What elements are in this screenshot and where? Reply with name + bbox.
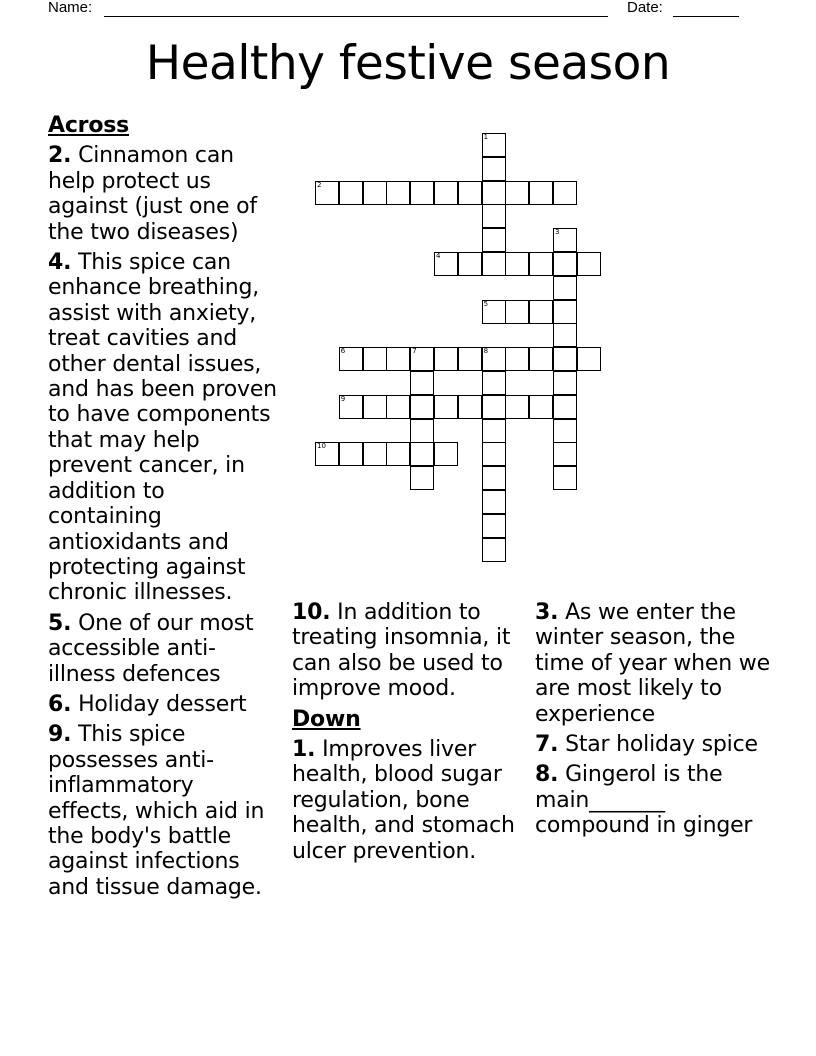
grid-cell[interactable] [386,347,410,371]
grid-cell[interactable] [529,395,553,419]
cell-number: 10 [317,442,326,451]
grid-cell[interactable] [553,181,577,205]
grid-cell[interactable] [434,395,458,419]
grid-cell[interactable] [553,300,577,324]
puzzle-title: Healthy festive season [145,36,671,91]
grid-cell[interactable] [434,181,458,205]
date-field[interactable] [673,16,739,17]
cell-number: 5 [483,299,489,308]
grid-cell[interactable] [410,181,434,205]
clue-down-7 [535,732,775,757]
clue-across-10 [292,600,520,702]
cell-number: 3 [555,228,560,237]
grid-cell[interactable] [505,181,529,205]
clue-number: 8. [535,762,559,788]
grid-cell[interactable] [363,442,387,466]
grid-cell[interactable] [482,157,506,181]
clue-text: Holiday dessert [78,691,247,717]
grid-cell[interactable] [553,228,577,252]
grid-cell[interactable] [529,300,553,324]
grid-cell[interactable] [482,466,506,490]
clue-text: This spice possesses anti-inflammatory effects, which aid in the body's battle against infections and tissue damage. [48,722,265,900]
grid-cell[interactable] [363,181,387,205]
clue-number: 3. [535,600,559,625]
grid-cell[interactable] [482,347,506,371]
name-field[interactable] [104,16,608,17]
clue-number: 2. [48,143,72,169]
grid-cell[interactable] [482,419,506,443]
clue-text: One of our most accessible anti-illness defences [48,610,254,687]
clue-across-5 [48,611,280,687]
grid-cell[interactable] [529,181,553,205]
grid-cell[interactable] [553,323,577,347]
cell-number: 2 [317,180,322,189]
cell-number: 1 [483,133,489,141]
grid-cell[interactable] [410,371,434,395]
grid-cell[interactable] [482,181,506,205]
grid-cell[interactable] [482,514,506,538]
grid-cell[interactable] [386,395,410,419]
grid-cell[interactable] [529,347,553,371]
grid-cell[interactable] [315,442,339,466]
grid-cell[interactable] [339,395,363,419]
grid-cell[interactable] [410,419,434,443]
clue-across-6 [48,692,280,717]
across-heading: Across [48,113,130,138]
grid-cell[interactable] [339,442,363,466]
grid-cell[interactable] [410,466,434,490]
grid-cell[interactable] [482,204,506,228]
clue-text: As we enter the winter season, the time of year when we are most likely to experience [535,600,770,727]
grid-cell[interactable] [482,371,506,395]
clue-text: Gingerol is the main_______ compound in ginger [535,762,753,839]
grid-cell[interactable] [505,395,529,419]
clue-down-8 [535,762,775,838]
grid-cell[interactable] [386,442,410,466]
grid-cell[interactable] [577,347,601,371]
cell-number: 7 [412,347,417,356]
grid-cell[interactable] [505,252,529,276]
grid-cell[interactable] [458,395,482,419]
grid-cell[interactable] [434,347,458,371]
name-label: Name: [48,0,93,16]
grid-cell[interactable] [410,442,434,466]
grid-cell[interactable] [553,419,577,443]
grid-cell[interactable] [482,538,506,562]
grid-cell[interactable] [410,347,434,371]
clue-across-4 [48,250,280,606]
clue-number: 9. [48,722,72,748]
clues-column-middle [292,600,520,869]
cell-number: 6 [340,347,346,356]
clue-number: 5. [48,610,72,636]
grid-cell[interactable] [363,395,387,419]
grid-cell[interactable] [458,347,482,371]
clues-column-left [48,113,280,905]
cell-number: 8 [483,347,489,356]
grid-cell[interactable] [505,300,529,324]
clue-number: 1. [292,737,316,763]
clue-down-3 [535,600,775,727]
clues-column-right [535,600,775,844]
clue-number: 4. [48,250,72,276]
grid-cell[interactable] [434,252,458,276]
cell-number: 9 [340,394,346,403]
grid-cell[interactable] [482,300,506,324]
clue-text: This spice can enhance breathing, assist with anxiety, treat cavities and other dental issues, and has been proven to have components that may help prevent cancer, in addition to containing antioxidants and protecting against chronic illnesses. [48,250,277,606]
grid-cell[interactable] [553,252,577,276]
clue-down-1 [292,737,520,864]
grid-cell[interactable] [553,442,577,466]
date-label: Date: [627,0,663,16]
cell-number: 4 [436,252,441,260]
grid-cell[interactable] [529,252,553,276]
clue-number: 10. [292,600,331,625]
grid-cell[interactable] [482,228,506,252]
grid-cell[interactable] [553,276,577,300]
grid-cell[interactable] [482,490,506,514]
grid-cell[interactable] [482,395,506,419]
grid-cell[interactable] [458,252,482,276]
grid-cell[interactable] [434,442,458,466]
clue-text: In addition to treating insomnia, it can also be used to improve mood. [292,600,511,702]
grid-cell[interactable] [482,133,506,157]
clue-number: 7. [535,732,559,758]
grid-cell[interactable] [505,347,529,371]
grid-cell[interactable] [458,181,482,205]
grid-cell[interactable] [315,181,339,205]
grid-cell[interactable] [482,252,506,276]
grid-cell[interactable] [339,181,363,205]
grid-cell[interactable] [410,395,434,419]
grid-cell[interactable] [386,181,410,205]
grid-cell[interactable] [553,395,577,419]
clue-across-9 [48,722,280,900]
grid-cell[interactable] [482,442,506,466]
down-heading: Down [292,706,361,732]
clue-text: Star holiday spice [565,732,758,758]
clue-text: Cinnamon can help protect us against (just one of the two diseases) [48,143,257,245]
clue-text: Improves liver health, blood sugar regulation, bone health, and stomach ulcer prevention. [292,737,515,864]
grid-cell[interactable] [553,466,577,490]
name-date-line [0,0,816,20]
clue-across-2 [48,143,280,245]
grid-cell[interactable] [339,347,363,371]
grid-cell[interactable] [577,252,601,276]
grid-cell[interactable] [363,347,387,371]
grid-cell[interactable] [553,347,577,371]
grid-cell[interactable] [553,371,577,395]
clue-number: 6. [48,691,72,717]
